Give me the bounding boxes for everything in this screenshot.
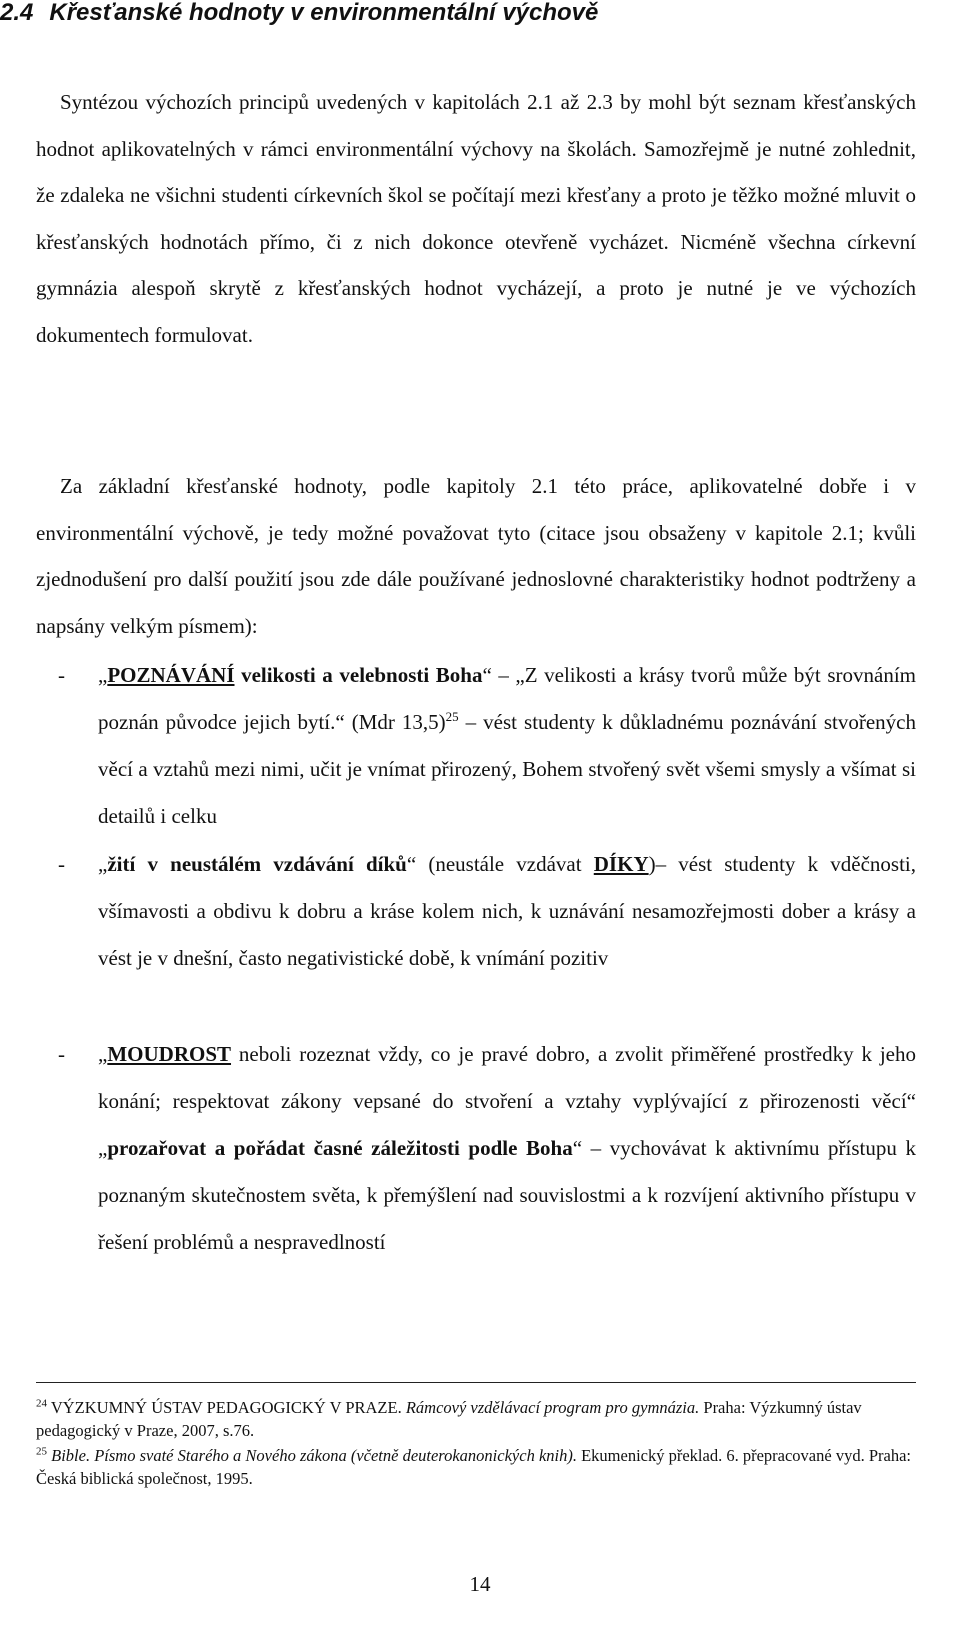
page-number: 14 bbox=[469, 1572, 491, 1596]
footnote-ref: 25 bbox=[445, 709, 459, 724]
section-title: Křesťanské hodnoty v environmentální výchově bbox=[49, 0, 599, 26]
footnote: $^{25}$ Bible. Písmo svaté Starého a Nového zákona (včetně deuterokanonických knih). Ekumenický překlad. 6. přepracované vyd. Praha: Česká biblická společnost, 1995. bbox=[36, 1445, 911, 1488]
footnote-number: 25 bbox=[36, 1445, 47, 1458]
footnote: $^{24}$ VÝZKUMNÝ ÚSTAV PEDAGOGICKÝ V PRAZE. Rámcový vzdělávací program pro gymnázia. Praha: Výzkumný ústav pedagogický v Praze, 2007, s.76. bbox=[36, 1397, 862, 1440]
list-dash: - bbox=[58, 852, 65, 876]
list-item: - „žití v neustálém vzdávání díků“ (neustále vzdávat DÍKY)– vést studenty k vděčnosti, všímavosti a obdivu k dobru a kráse kolem nich, k uznávání nesamozřejmosti dober a krásy a vést je v dnešní, často negativistické době, k vnímání pozitiv bbox=[36, 841, 916, 982]
paragraph-text: Za základní křesťanské hodnoty, podle kapitoly 2.1 této práce, aplikovatelné dobře i v environmentální výchově, je tedy možné považovat tyto (citace jsou obsaženy v kapitole 2.1; kvůli zjednodušení pro další použití jsou zde dále používané jednoslovné charakteristiky hodnot podtrženy a napsány velkým písmem): bbox=[36, 474, 916, 638]
list-item: - „MOUDROST neboli rozeznat vždy, co je pravé dobro, a zvolit přiměřené prostředky k jeho konání; respektovat zákony vepsané do stvoření a vztahy vyplývající z přirozenosti věcí“ „prozařovat a pořádat časné záležitosti podle Boha“ – vychovávat k aktivnímu přístupu k poznaným skutečnostem světa, k přemýšlení nad souvislostmi a k rozvíjení aktivního přístupu v řešení problémů a nespravedlností bbox=[36, 1031, 916, 1266]
value-keyword: MOUDROST bbox=[107, 1042, 232, 1066]
value-keyword: DÍKY bbox=[593, 852, 649, 876]
paragraph bbox=[36, 463, 916, 649]
list-dash: - bbox=[58, 663, 65, 687]
section-heading bbox=[0, 0, 920, 30]
footnote-divider bbox=[36, 1382, 916, 1383]
value-keyword: POZNÁVÁNÍ bbox=[107, 663, 235, 687]
footnote-number: 24 bbox=[36, 1397, 47, 1410]
list-dash: - bbox=[58, 1042, 65, 1066]
section-number: 2.4 bbox=[0, 0, 34, 26]
list-item: - „POZNÁVÁNÍ velikosti a velebnosti Boha“ – „Z velikosti a krásy tvorů může být srovnáním poznán původce jejich bytí.“ (Mdr 13,5)$^{25}$ – vést studenty k důkladnému poznávání stvořených věcí a vztahů mezi nimi, učit je vnímat přirozený, Bohem stvořený svět všemi smysly a všímat si detailů i celku bbox=[36, 652, 916, 840]
paragraph-text: Syntézou výchozích principů uvedených v kapitolách 2.1 až 2.3 by mohl být seznam křesťanských hodnot aplikovatelných v rámci environmentální výchovy na školách. Samozřejmě je nutné zohlednit, že zdaleka ne všichni studenti církevních škol se počítají mezi křesťany a proto je těžko možné mluvit o křesťanských hodnotách přímo, či z nich dokonce otevřeně vycházet. Nicméně všechna církevní gymnázia alespoň skrytě z křesťanských hodnot vycházejí, a proto je nutné je ve výchozích dokumentech formulovat. bbox=[36, 90, 916, 347]
paragraph bbox=[36, 79, 916, 358]
